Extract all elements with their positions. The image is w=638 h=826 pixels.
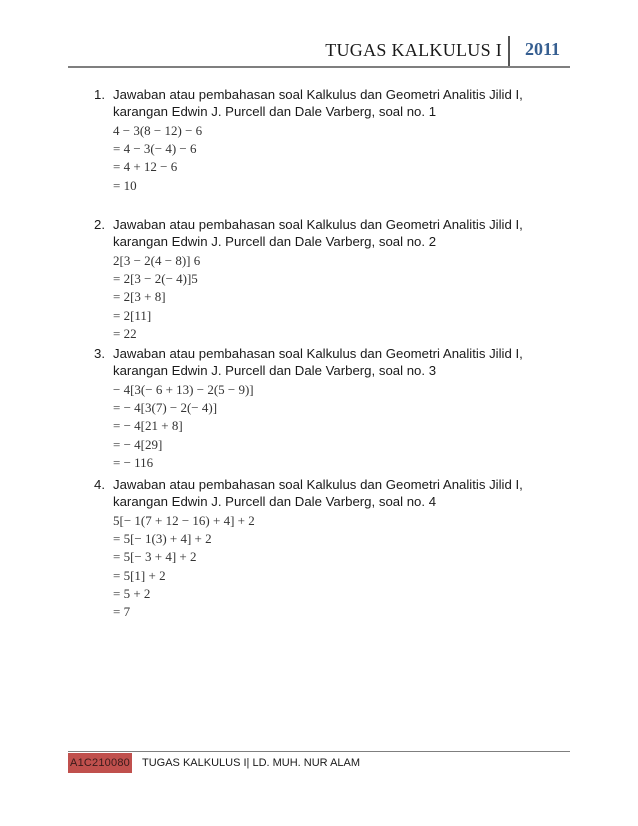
item-text — [94, 86, 554, 120]
item-number: 1. — [94, 87, 105, 102]
solution-step: = − 4[21 + 8] — [113, 418, 183, 434]
page-header — [68, 36, 570, 66]
header-rule — [68, 66, 570, 68]
item-line: karangan Edwin J. Purcell dan Dale Varberg, soal no. 2 — [113, 234, 437, 249]
solution-steps — [113, 381, 554, 472]
solution-step: = − 116 — [113, 454, 154, 470]
solution-step: = 7 — [113, 603, 131, 619]
solution-step: = 5[− 1(3) + 4] + 2 — [113, 531, 212, 547]
solution-step: = 5 + 2 — [113, 585, 151, 601]
solution-step: = 4 + 12 − 6 — [113, 159, 178, 175]
item-text — [94, 345, 554, 379]
answer-list — [94, 86, 554, 626]
solution-step: 4 − 3(8 − 12) − 6 — [113, 123, 203, 138]
item-number: 2. — [94, 217, 105, 232]
header-divider — [508, 36, 510, 66]
solution-step: = 22 — [113, 325, 137, 341]
item-line: Jawaban atau pembahasan soal Kalkulus dan Geometri Analitis Jilid I, — [113, 87, 523, 102]
footer-text: TUGAS KALKULUS I| LD. MUH. NUR ALAM — [142, 757, 361, 769]
solution-step: = 4 − 3(− 4) − 6 — [113, 141, 197, 157]
item-line: Jawaban atau pembahasan soal Kalkulus dan Geometri Analitis Jilid I, — [113, 346, 523, 361]
item-text — [94, 476, 554, 510]
item-line: karangan Edwin J. Purcell dan Dale Varberg, soal no. 4 — [113, 494, 437, 509]
header-title: TUGAS KALKULUS I — [325, 40, 502, 60]
solution-steps — [113, 512, 554, 621]
solution-step: 5[− 1(7 + 12 − 16) + 4] + 2 — [113, 513, 255, 528]
item-number: 3. — [94, 346, 105, 361]
solution-step: = 10 — [113, 177, 137, 193]
solution-step: = 5[− 3 + 4] + 2 — [113, 549, 197, 565]
header-year: 2011 — [524, 39, 560, 59]
item-line: karangan Edwin J. Purcell dan Dale Varberg, soal no. 1 — [113, 104, 437, 119]
list-item — [94, 476, 554, 626]
item-number: 4. — [94, 477, 105, 492]
list-item — [94, 345, 554, 476]
item-line: karangan Edwin J. Purcell dan Dale Varberg, soal no. 3 — [113, 363, 437, 378]
solution-step: = 2[11] — [113, 307, 152, 323]
solution-step: = − 4[29] — [113, 436, 163, 452]
solution-step: 2[3 − 2(4 − 8)] 6 — [113, 253, 201, 268]
solution-steps — [113, 122, 554, 195]
solution-step: = 5[1] + 2 — [113, 567, 166, 583]
solution-step: = − 4[3(7) − 2(− 4)] — [113, 400, 218, 416]
item-text — [94, 216, 554, 250]
solution-step: = 2[3 + 8] — [113, 289, 166, 305]
item-line: Jawaban atau pembahasan soal Kalkulus dan Geometri Analitis Jilid I, — [113, 217, 523, 232]
page-footer — [68, 751, 570, 772]
solution-step: = 2[3 − 2(− 4)]5 — [113, 271, 198, 287]
solution-step: − 4[3(− 6 + 13) − 2(5 − 9)] — [113, 382, 254, 397]
solution-steps — [113, 252, 554, 343]
list-item — [94, 86, 554, 216]
footer-student-code: A1C210080 — [68, 753, 132, 773]
item-line: Jawaban atau pembahasan soal Kalkulus dan Geometri Analitis Jilid I, — [113, 477, 523, 492]
list-item — [94, 216, 554, 345]
